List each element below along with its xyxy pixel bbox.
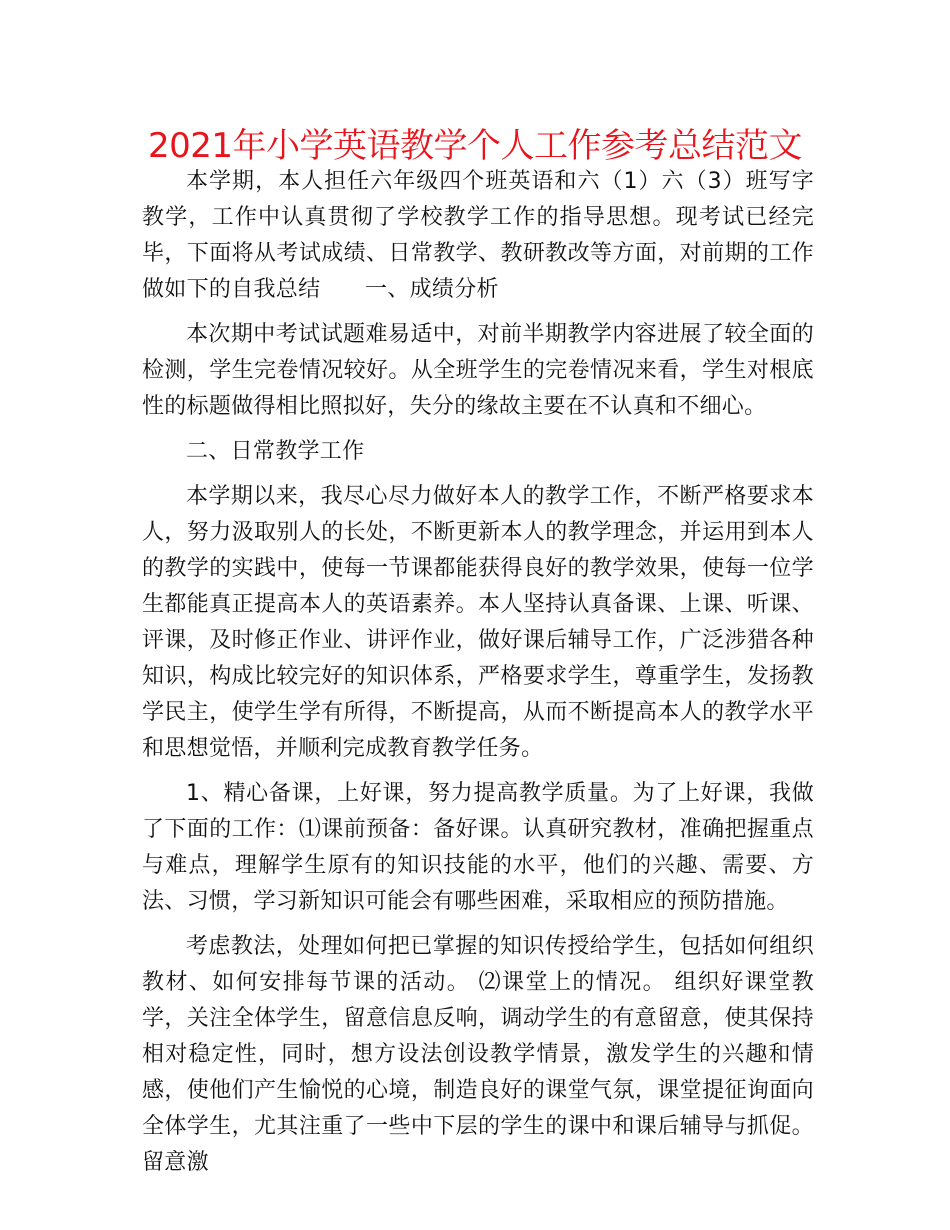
document-body bbox=[142, 164, 814, 1181]
document-title: 2021年小学英语教学个人工作参考总结范文 bbox=[147, 126, 803, 166]
section-heading-daily-teaching: 二、日常教学工作 bbox=[186, 439, 365, 464]
paragraph-score-analysis: 本次期中考试试题难易适中，对前半期教学内容进展了较全面的检测，学生完卷情况较好。从全班学生的完卷情况来看，学生对根底性的标题做得相比照拟好，失分的缘故主要在不认真和不细心。 bbox=[142, 322, 814, 419]
paragraph-daily-teaching: 本学期以来，我尽心尽力做好本人的教学工作，不断严格要求本人，努力汲取别人的长处，不断更新本人的教学理念，并运用到本人的教学的实践中，使每一节课都能获得良好的教学效果，使每一位学生都能真正提高本人的英语素养。本人坚持认真备课、上课、听课、评课，及时修正作业、讲评作业，做好课后辅导工作，广泛涉猎各种知识，构成比较完好的知识体系，严格要求学生，尊重学生，发扬教学民主，使学生学有所得，不断提高，从而不断提高本人的教学水平和思想觉悟，并顺利完成教育教学任务。 bbox=[142, 484, 814, 761]
paragraph-intro: 本学期，本人担任六年级四个班英语和六（1）六（3）班写字教学，工作中认真贯彻了学校教学工作的指导思想。现考试已经完毕，下面将从考试成绩、日常教学、教研教改等方面，对前期的工作做如下的自我总结 一、成绩分析 bbox=[142, 169, 814, 302]
paragraph-lesson-preparation: 1、精心备课，上好课，努力提高教学质量。为了上好课，我做了下面的工作：⑴课前预备：备好课。认真研究教材，准确把握重点与难点，理解学生原有的知识技能的水平，他们的兴趣、需要、方法、习惯，学习新知识可能会有哪些困难，采取相应的预防措施。 bbox=[142, 781, 814, 914]
paragraph-teaching-methods: 考虑教法，处理如何把已掌握的知识传授给学生，包括如何组织教材、如何安排每节课的活动。 ⑵课堂上的情况。 组织好课堂教学，关注全体学生，留意信息反响，调动学生的有意留意，使其保持相对稳定性，同时，想方设法创设教学情景，激发学生的兴趣和情感，使他们产生愉悦的心境，制造良好的课堂气氛，课堂提征询面向全体学生，尤其注重了一些中下层的学生的课中和课后辅导与抓促。留意激 bbox=[142, 934, 814, 1175]
